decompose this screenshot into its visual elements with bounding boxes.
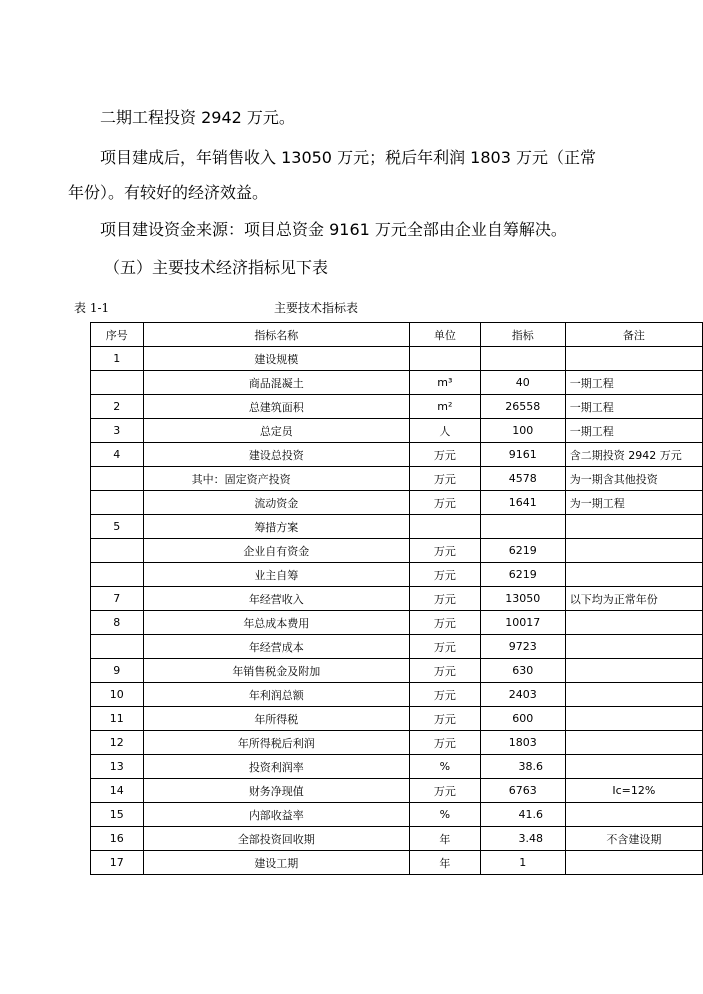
row-note: 含二期投资 2942 万元 <box>565 443 702 467</box>
row-name: 建设工期 <box>143 851 409 875</box>
row-value: 6763 <box>480 779 565 803</box>
row-no: 5 <box>91 515 144 539</box>
row-note: 以下均为正常年份 <box>565 587 702 611</box>
row-no: 7 <box>91 587 144 611</box>
table-row <box>91 803 703 827</box>
row-value: 6219 <box>480 539 565 563</box>
row-no: 16 <box>91 827 144 851</box>
row-note <box>565 683 702 707</box>
row-note <box>565 851 702 875</box>
table-title: 主要技术指标表 <box>274 301 359 315</box>
table-row <box>91 347 703 371</box>
row-value: 10017 <box>480 611 565 635</box>
row-name: 业主自筹 <box>143 563 409 587</box>
row-no: 1 <box>91 347 144 371</box>
row-name: 商品混凝土 <box>143 371 409 395</box>
row-unit: 万元 <box>410 683 481 707</box>
row-name: 年经营收入 <box>143 587 409 611</box>
table-row <box>91 683 703 707</box>
row-no <box>91 491 144 515</box>
row-name: 内部收益率 <box>143 803 409 827</box>
row-no: 17 <box>91 851 144 875</box>
row-note <box>565 347 702 371</box>
row-note: 不含建设期 <box>565 827 702 851</box>
row-value <box>480 347 565 371</box>
table-row <box>91 755 703 779</box>
paragraph-funding-source: 项目建设资金来源：项目总资金 9161 万元全部由企业自筹解决。 <box>100 220 567 239</box>
row-value: 630 <box>480 659 565 683</box>
row-name: 年经营成本 <box>143 635 409 659</box>
table-row <box>91 659 703 683</box>
row-name: 建设总投资 <box>143 443 409 467</box>
row-name: 年利润总额 <box>143 683 409 707</box>
row-value: 1641 <box>480 491 565 515</box>
row-note: 一期工程 <box>565 419 702 443</box>
header-value: 指标 <box>480 323 565 347</box>
row-unit: 年 <box>410 827 481 851</box>
row-unit: 万元 <box>410 611 481 635</box>
header-note: 备注 <box>565 323 702 347</box>
row-no: 10 <box>91 683 144 707</box>
row-unit: 万元 <box>410 659 481 683</box>
table-row <box>91 443 703 467</box>
row-value: 6219 <box>480 563 565 587</box>
row-no <box>91 539 144 563</box>
row-unit: 万元 <box>410 707 481 731</box>
section-heading-indicators: （五）主要技术经济指标见下表 <box>104 258 329 277</box>
row-value: 600 <box>480 707 565 731</box>
row-note <box>565 731 702 755</box>
row-unit: 万元 <box>410 731 481 755</box>
row-name: 建设规模 <box>143 347 409 371</box>
row-note <box>565 659 702 683</box>
row-no: 9 <box>91 659 144 683</box>
row-unit: % <box>410 803 481 827</box>
header-no: 序号 <box>91 323 144 347</box>
row-unit: m³ <box>410 371 481 395</box>
row-note <box>565 755 702 779</box>
row-unit: 万元 <box>410 779 481 803</box>
row-value: 26558 <box>480 395 565 419</box>
table-row <box>91 635 703 659</box>
row-value: 3.48 <box>480 827 565 851</box>
row-name: 年销售税金及附加 <box>143 659 409 683</box>
header-name: 指标名称 <box>143 323 409 347</box>
table-row <box>91 851 703 875</box>
table-row <box>91 611 703 635</box>
table-row <box>91 587 703 611</box>
row-note: 一期工程 <box>565 371 702 395</box>
table-row <box>91 707 703 731</box>
row-name: 其中：固定资产投资 <box>143 467 409 491</box>
row-note: 一期工程 <box>565 395 702 419</box>
row-unit: 人 <box>410 419 481 443</box>
row-no <box>91 563 144 587</box>
row-unit: 万元 <box>410 635 481 659</box>
paragraph-revenue-profit: 项目建成后，年销售收入 13050 万元；税后年利润 1803 万元（正常 <box>100 148 596 167</box>
row-unit: 万元 <box>410 587 481 611</box>
row-unit: 年 <box>410 851 481 875</box>
row-note <box>565 803 702 827</box>
paragraph-phase2-investment: 二期工程投资 2942 万元。 <box>100 108 295 127</box>
table-row <box>91 779 703 803</box>
row-unit: 万元 <box>410 467 481 491</box>
row-note <box>565 611 702 635</box>
row-name: 总定员 <box>143 419 409 443</box>
row-value: 2403 <box>480 683 565 707</box>
row-value: 38.6 <box>480 755 565 779</box>
row-value: 9161 <box>480 443 565 467</box>
row-name: 年总成本费用 <box>143 611 409 635</box>
table-row <box>91 419 703 443</box>
indicator-table <box>90 322 703 875</box>
row-no <box>91 371 144 395</box>
row-value: 41.6 <box>480 803 565 827</box>
row-unit: 万元 <box>410 563 481 587</box>
row-unit: 万元 <box>410 539 481 563</box>
row-no: 8 <box>91 611 144 635</box>
row-no: 3 <box>91 419 144 443</box>
row-name: 企业自有资金 <box>143 539 409 563</box>
row-note: 为一期工程 <box>565 491 702 515</box>
row-no: 15 <box>91 803 144 827</box>
row-name: 总建筑面积 <box>143 395 409 419</box>
table-row <box>91 515 703 539</box>
row-name: 流动资金 <box>143 491 409 515</box>
table-row <box>91 731 703 755</box>
row-value: 1803 <box>480 731 565 755</box>
table-number: 表 1-1 <box>74 301 110 315</box>
row-value: 40 <box>480 371 565 395</box>
row-value: 13050 <box>480 587 565 611</box>
row-unit: 万元 <box>410 443 481 467</box>
row-name: 年所得税后利润 <box>143 731 409 755</box>
row-name: 财务净现值 <box>143 779 409 803</box>
row-value: 100 <box>480 419 565 443</box>
row-value <box>480 515 565 539</box>
row-name: 年所得税 <box>143 707 409 731</box>
table-header-row <box>91 323 703 347</box>
table-row <box>91 491 703 515</box>
row-no: 14 <box>91 779 144 803</box>
row-note <box>565 563 702 587</box>
row-no: 12 <box>91 731 144 755</box>
row-no: 11 <box>91 707 144 731</box>
row-no: 2 <box>91 395 144 419</box>
row-unit <box>410 347 481 371</box>
row-unit: m² <box>410 395 481 419</box>
row-note <box>565 539 702 563</box>
row-no <box>91 467 144 491</box>
row-note <box>565 515 702 539</box>
paragraph-revenue-profit-cont: 年份）。有较好的经济效益。 <box>68 183 269 202</box>
row-note <box>565 707 702 731</box>
row-name: 筹措方案 <box>143 515 409 539</box>
row-unit: 万元 <box>410 491 481 515</box>
table-row <box>91 827 703 851</box>
row-unit: % <box>410 755 481 779</box>
row-name: 投资利润率 <box>143 755 409 779</box>
row-note: Ic=12% <box>565 779 702 803</box>
table-row <box>91 563 703 587</box>
table-row <box>91 395 703 419</box>
row-no <box>91 635 144 659</box>
row-unit <box>410 515 481 539</box>
table-row <box>91 371 703 395</box>
row-no: 4 <box>91 443 144 467</box>
row-name: 全部投资回收期 <box>143 827 409 851</box>
row-value: 1 <box>480 851 565 875</box>
header-unit: 单位 <box>410 323 481 347</box>
row-no: 13 <box>91 755 144 779</box>
row-note <box>565 635 702 659</box>
row-note: 为一期含其他投资 <box>565 467 702 491</box>
table-row <box>91 539 703 563</box>
row-value: 4578 <box>480 467 565 491</box>
table-row <box>91 467 703 491</box>
row-value: 9723 <box>480 635 565 659</box>
